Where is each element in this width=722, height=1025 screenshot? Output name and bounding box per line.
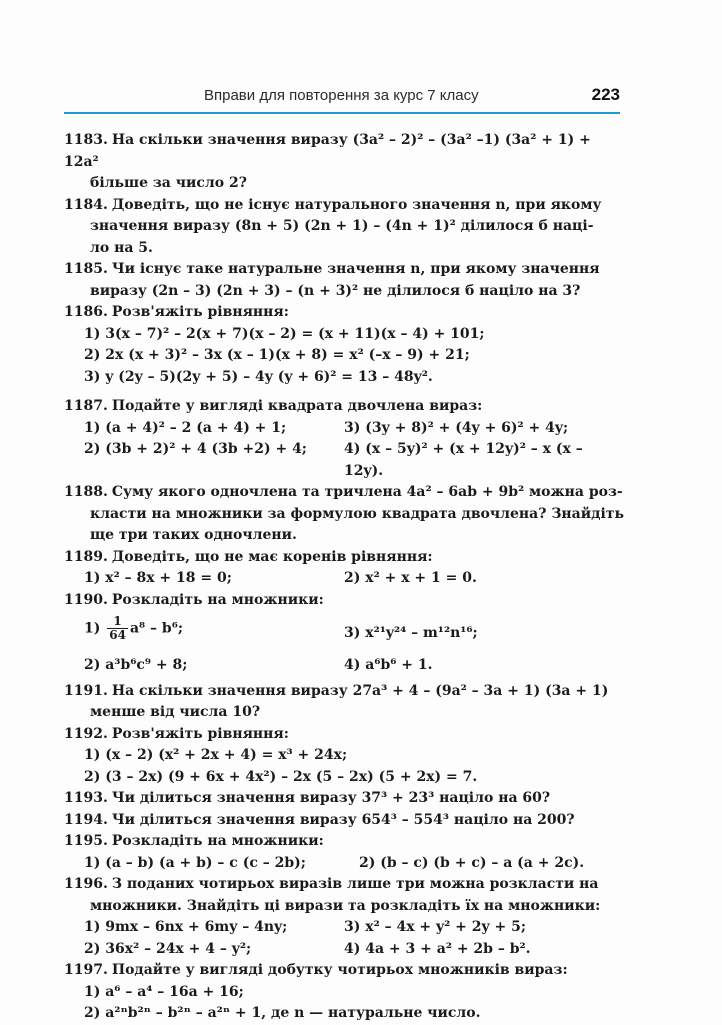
exercise-title: Розв'яжіть рівняння:: [111, 304, 289, 320]
item-label: 1): [84, 620, 101, 637]
exercise-item: 1) (a + 4)² – 2 (a + 4) + 1;: [84, 419, 287, 436]
exercise-item: 3) x²¹y²⁴ – m¹²n¹⁶;: [344, 625, 478, 641]
exercise-item: 4) 4a + 3 + a² + 2b – b².: [344, 940, 531, 957]
exercise-number: 1190.: [64, 591, 108, 608]
exercise-title: Розкладіть на множники:: [111, 591, 324, 608]
exercise-title: Доведіть, що не має коренів рівняння:: [111, 548, 433, 565]
exercise-1188: [64, 482, 624, 547]
exercise-1192: [64, 724, 624, 789]
exercise-number: 1184.: [64, 196, 108, 213]
exercise-item: [84, 615, 344, 651]
exercise-text: З поданих чотирьох виразів лише три можна розкласти на: [111, 876, 599, 892]
exercise-title: Подайте у вигляді добутку чотирьох множників вираз:: [111, 962, 568, 978]
exercise-item: 2) a²ⁿb²ⁿ – b²ⁿ – a²ⁿ + 1, де n — натуральне число.: [84, 1005, 481, 1021]
exercise-title: Розкладіть на множники:: [111, 833, 324, 849]
exercise-1196: [64, 874, 624, 960]
exercise-text: ще три таких одночлени.: [90, 527, 297, 543]
exercise-text: множники. Знайдіть ці вирази та розкладіть їх на множники:: [90, 897, 601, 914]
exercise-item: 1) a⁶ – a⁴ – 16a + 16;: [84, 983, 244, 1000]
exercise-item: 1) x² – 8x + 18 = 0;: [84, 570, 232, 586]
exercise-1194: [64, 810, 624, 832]
exercise-item: 2) 36x² – 24x + 4 – y²;: [84, 940, 252, 957]
exercise-text: виразу (2n – 3) (2n + 3) – (n + 3)² не ділилося б націло на 3?: [90, 282, 581, 299]
exercise-number: 1187.: [64, 398, 108, 414]
exercise-text: Чи ділиться значення виразу 37³ + 23³ націло на 60?: [111, 790, 551, 806]
fraction-denominator: 64: [109, 628, 126, 642]
exercise-text: більше за число 2?: [90, 175, 247, 191]
exercise-1189: [64, 547, 624, 590]
exercise-item: 1) (x – 2) (x² + 2x + 4) = x³ + 24x;: [84, 747, 348, 763]
exercise-text: класти на множники за формулою квадрата двочлена? Знайдіть: [90, 505, 624, 522]
exercise-item: 1) (a – b) (a + b) – c (c – 2b);: [84, 854, 306, 871]
fraction-numerator: 1: [107, 615, 128, 629]
exercise-item: 3) y (2y – 5)(2y + 5) – 4y (y + 6)² = 13 – 48y².: [84, 368, 433, 385]
exercise-1187: [64, 396, 624, 482]
exercise-text: На скільки значення виразу 27a³ + 4 – (9a² – 3a + 1) (3a + 1): [111, 682, 609, 699]
exercise-number: 1197.: [64, 962, 108, 978]
item-expression: a⁸ – b⁶;: [129, 620, 183, 637]
exercise-item: 2) x² + x + 1 = 0.: [344, 570, 477, 586]
exercise-title: Розв'яжіть рівняння:: [111, 725, 289, 742]
exercise-list: [64, 130, 624, 1025]
exercise-1186: [64, 302, 624, 388]
exercise-number: 1189.: [64, 548, 108, 565]
exercise-item: 3) (3y + 8)² + (4y + 6)² + 4y;: [344, 419, 569, 436]
exercise-1184: [64, 195, 624, 260]
exercise-1183: [64, 130, 624, 195]
exercise-1185: [64, 259, 624, 302]
exercise-item: 2) (b – c) (b + c) – a (a + 2c).: [359, 854, 585, 871]
exercise-1191: [64, 681, 624, 724]
exercise-number: 1191.: [64, 682, 108, 699]
exercise-text: ло на 5.: [90, 239, 153, 256]
exercise-item: 2) (3 – 2x) (9 + 6x + 4x²) – 2x (5 – 2x) (5 + 2x) = 7.: [84, 768, 478, 785]
exercise-text: Чи ділиться значення виразу 654³ – 554³ націло на 200?: [111, 811, 575, 828]
exercise-number: 1185.: [64, 261, 108, 277]
running-title: Вправи для повторення за курс 7 класу: [204, 87, 479, 104]
exercise-item: 2) a³b⁶c⁹ + 8;: [84, 657, 188, 673]
exercise-number: 1196.: [64, 876, 108, 892]
page-header: [64, 84, 620, 112]
exercise-text: менше від числа 10?: [90, 704, 261, 720]
exercise-number: 1188.: [64, 484, 108, 500]
exercise-number: 1194.: [64, 811, 108, 828]
exercise-item: 2) (3b + 2)² + 4 (3b +2) + 4;: [84, 441, 307, 457]
exercise-text: Суму якого одночлена та тричлена 4a² – 6ab + 9b² можна роз-: [111, 484, 623, 500]
exercise-item: 4) a⁶b⁶ + 1.: [344, 657, 433, 673]
exercise-text: Доведіть, що не існує натурального значення n, при якому: [111, 196, 602, 213]
fraction: [107, 615, 128, 642]
exercise-number: 1183.: [64, 132, 108, 148]
exercise-text: Чи існує таке натуральне значення n, при якому значення: [111, 261, 600, 277]
exercise-item: 2) 2x (x + 3)² – 3x (x – 1)(x + 8) = x² (–x – 9) + 21;: [84, 347, 470, 363]
exercise-text: значення виразу (8n + 5) (2n + 1) – (4n + 1)² ділилося б наці-: [90, 218, 594, 234]
exercise-item: 1) 3(x – 7)² – 2(x + 7)(x – 2) = (x + 11)(x – 4) + 101;: [84, 325, 485, 342]
exercise-1193: [64, 788, 624, 810]
exercise-number: 1186.: [64, 304, 108, 320]
exercise-number: 1193.: [64, 790, 108, 806]
exercise-item: 3) x² – 4x + y² + 2y + 5;: [344, 919, 527, 935]
exercise-title: Подайте у вигляді квадрата двочлена вираз:: [111, 398, 483, 414]
header-rule: [64, 112, 620, 114]
page-number: 223: [591, 85, 620, 104]
exercise-1190: [64, 590, 624, 677]
exercise-text: На скільки значення виразу (3a² – 2)² – (3a² –1) (3a² + 1) + 12a²: [64, 132, 591, 170]
exercise-item: 4) (x – 5y)² + (x + 12y)² – x (x – 12y).: [344, 441, 583, 479]
exercise-item: 1) 9mx – 6nx + 6my – 4ny;: [84, 919, 288, 935]
exercise-number: 1195.: [64, 833, 108, 849]
exercise-1195: [64, 831, 624, 874]
exercise-1197: [64, 960, 624, 1025]
exercise-number: 1192.: [64, 725, 108, 742]
